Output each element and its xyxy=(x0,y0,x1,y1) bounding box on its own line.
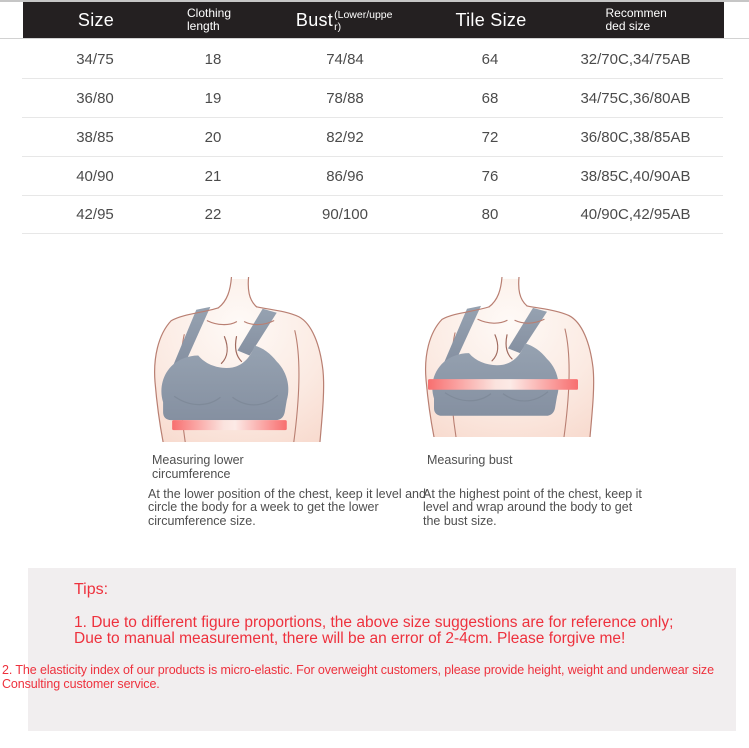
table-row xyxy=(22,157,723,196)
table-cell: 21 xyxy=(204,167,222,185)
table-cell: 32/70C,34/75AB xyxy=(580,50,691,68)
table-row xyxy=(22,196,723,234)
table-cell: 19 xyxy=(204,89,222,107)
header-bust-sub: (Lower/upper) xyxy=(334,9,393,33)
table-cell: 18 xyxy=(204,50,222,68)
table-cell: 38/85C,40/90AB xyxy=(580,167,691,185)
table-cell: 64 xyxy=(481,50,499,68)
table-cell: 78/88 xyxy=(326,89,364,107)
measuring-band-bust xyxy=(428,379,578,390)
table-cell: 72 xyxy=(481,128,499,146)
header-size: Size xyxy=(77,9,115,30)
header-clothing-length: Clothing length xyxy=(187,6,232,33)
table-cell: 76 xyxy=(481,167,499,185)
table-cell: 34/75C,36/80AB xyxy=(580,89,691,107)
tips-item-1: 1. Due to different figure proportions, the above size suggestions are for reference only; Due to manual measurement, there will be an error of 2-4cm. Please forgive me! xyxy=(74,614,674,648)
table-cell: 40/90C,42/95AB xyxy=(580,206,691,223)
table-cell: 34/75 xyxy=(76,50,114,68)
table-cell: 86/96 xyxy=(326,167,364,185)
table-cell: 80 xyxy=(481,206,499,223)
table-cell: 38/85 xyxy=(76,128,114,146)
header-recommended-size: Recommended size xyxy=(605,6,667,33)
header-divider xyxy=(0,38,749,39)
torso-underbust-illustration xyxy=(147,277,328,442)
header-bust: Bust (Lower/upper) xyxy=(259,7,433,32)
table-cell: 74/84 xyxy=(326,50,364,68)
caption-bust: Measuring bust xyxy=(427,453,513,467)
caption-lower-circumference: Measuring lower circumference xyxy=(152,453,244,481)
table-cell: 40/90 xyxy=(76,167,114,185)
description-bust: At the highest point of the chest, keep it level and wrap around the body to get the bust size. xyxy=(423,487,642,528)
table-row xyxy=(22,79,723,118)
table-cell: 36/80 xyxy=(76,89,114,107)
tips-heading: Tips: xyxy=(74,581,109,598)
tips-section xyxy=(2,568,736,731)
header-tile-size: Tile Size xyxy=(455,9,527,30)
table-cell: 82/92 xyxy=(326,128,364,146)
torso-bust-illustration xyxy=(418,277,598,437)
table-cell: 36/80C,38/85AB xyxy=(580,128,691,146)
table-row xyxy=(22,118,723,157)
table-cell: 20 xyxy=(204,128,222,146)
table-cell: 42/95 xyxy=(76,206,114,223)
size-table-header xyxy=(23,2,724,38)
table-cell: 68 xyxy=(481,89,499,107)
table-cell: 22 xyxy=(204,206,222,223)
tips-item-2: 2. The elasticity index of our products is micro-elastic. For overweight customers, please provide height, weight and underwear size Consulting customer service. xyxy=(2,663,714,691)
table-row xyxy=(22,40,723,79)
measuring-band-underbust xyxy=(172,420,287,430)
table-cell: 90/100 xyxy=(322,206,368,223)
size-table-body xyxy=(22,40,723,234)
description-lower-circumference: At the lower position of the chest, keep it level and circle the body for a week to get the lower circumference size. xyxy=(148,487,426,528)
